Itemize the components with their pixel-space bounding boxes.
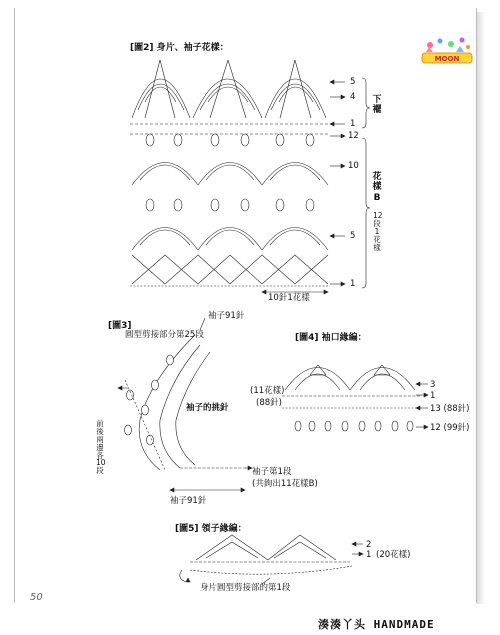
fig3-label-top: 袖子91針 [208,311,245,321]
fig2-side-label-hem: 下襬 [372,95,382,116]
fig4-label-88a: (88針) [256,398,282,408]
fig2-row-1-top: 1 [350,119,356,129]
fig5-note-20: (20花樣) [376,550,411,560]
fig2-side-note: 12段1花樣 [373,211,383,252]
fig2-side-label-pattern-b: 花樣B [372,172,382,203]
page-number: 50 [30,592,43,603]
fig4-row-12: 12 (99針) [430,423,470,433]
fig4-row-1: 1 [430,391,436,401]
fig3-label-side: 前後兩邊各10段 [96,419,106,476]
fig3-label-row1: 袖子第1段 [252,467,292,477]
fig5-label-bottom: 身片圓型剪接部的第1段 [200,583,291,593]
fig2-row-4: 4 [350,92,356,102]
figure2-title: [圖2] 身片、袖子花樣： [130,43,229,53]
fig3-label-center: 袖子的挑針 [186,403,229,413]
figure4-title: [圖4] 袖口緣編： [295,333,367,343]
fig5-row-1: 1 [366,550,372,560]
fig5-row-2: 2 [366,540,372,550]
svg-text:MOON: MOON [434,55,460,63]
figure5-title: [圖5] 領子緣編： [175,524,247,534]
fig3-label-bottom: 袖子91針 [170,496,207,506]
fig2-row-5-top: 5 [350,77,356,87]
fig2-row-10: 10 [348,161,359,171]
footer-watermark: 湊湊丫头 HANDMADE [318,618,435,631]
figure3-title: [圖3] [108,321,132,331]
fig2-bottom-note: 10針1花樣 [268,293,310,303]
fig2-row-12: 12 [348,131,359,141]
fig4-row-3: 3 [430,380,436,390]
fig2-row-5-bottom: 5 [350,231,356,241]
fig4-row-13: 13 (88針) [430,404,470,414]
fig2-row-1-bottom: 1 [350,279,356,289]
fig4-label-11: (11花樣) [250,386,285,396]
fig3-label-row1-note: (共鉤出11花樣B) [252,479,318,489]
fig3-label-sub: 圓型剪接部分第25段 [125,330,204,340]
